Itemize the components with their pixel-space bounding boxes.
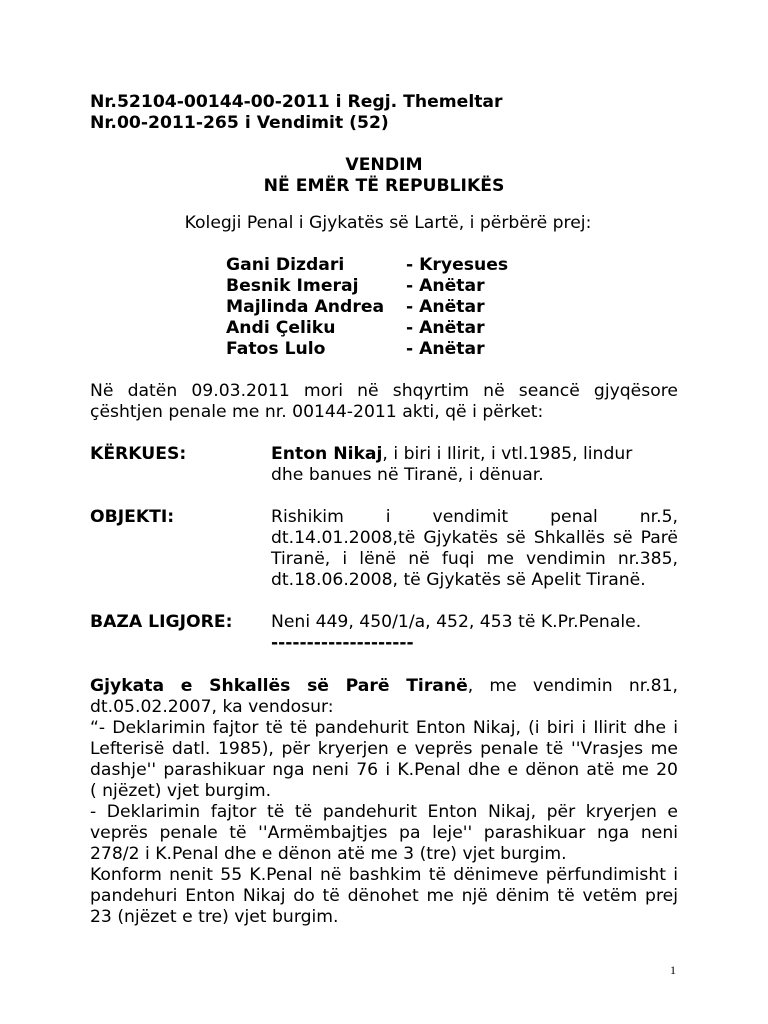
object-label: OBJEKTI:	[90, 507, 175, 527]
member-row	[226, 318, 646, 339]
reference-block	[90, 92, 678, 134]
ruling-line: “- Deklarimin fajtor të të pandehurit Enton Nikaj, (i biri i Ilirit dhe i	[90, 718, 678, 738]
member-name: Majlinda Andrea	[226, 297, 385, 317]
paragraph-line: dt.05.02.2007, ka vendosur:	[90, 697, 334, 717]
member-name: Besnik Imeraj	[226, 276, 359, 296]
page-number: 1	[670, 963, 676, 977]
ruling-line: ( njëzet) vjet burgim.	[90, 781, 272, 801]
object-line: Rishikim i vendimit penal nr.5,	[271, 507, 678, 527]
ruling-line: 278/2 i K.Penal dhe e dënon atë me 3 (tre) vjet burgim.	[90, 844, 567, 864]
title-republic: NË EMËR TË REPUBLIKËS	[263, 176, 505, 196]
object-line: dt.18.06.2008, të Gjykatës së Apelit Tiranë.	[271, 570, 646, 590]
panel-members	[226, 255, 646, 360]
object-details	[271, 507, 678, 591]
member-role: - Kryesues	[406, 255, 509, 275]
ruling-line: veprës penale të ''Armëmbajtjes pa leje'' parashikuar nga neni	[90, 823, 678, 843]
member-row	[226, 297, 646, 318]
ruling-line: Lefterisë datl. 1985), për kryerjen e veprës penale të ''Vrasjes me	[90, 739, 678, 759]
legal-basis-details	[271, 612, 678, 654]
member-row	[226, 255, 646, 276]
title-decision: VENDIM	[345, 155, 423, 175]
object-line: dt.14.01.2008,të Gjykatës së Shkallës së Parë	[271, 528, 678, 548]
requester-label: KËRKUES:	[90, 444, 187, 464]
requester-details	[271, 444, 678, 486]
paragraph-line: çështjen penale me nr. 00144-2011 akti, që i përket:	[90, 402, 544, 422]
first-instance-line-rest: , me vendimin nr.81,	[467, 676, 678, 696]
first-instance-court: Gjykata e Shkallës së Parë Tiranë	[90, 676, 468, 696]
member-row	[226, 339, 646, 360]
divider: --------------------	[271, 633, 414, 653]
member-role: - Anëtar	[406, 339, 485, 359]
session-paragraph	[90, 381, 678, 423]
member-role: - Anëtar	[406, 276, 485, 296]
conclusion-line: pandehuri Enton Nikaj do të dënohet me një dënim të vetëm prej	[90, 886, 678, 906]
member-role: - Anëtar	[406, 297, 485, 317]
requester-line	[271, 444, 678, 465]
first-instance-section	[90, 676, 678, 928]
requester-line-rest: , i biri i Ilirit, i vtl.1985, lindur	[382, 444, 633, 464]
paragraph-line: Në datën 09.03.2011 mori në shqyrtim në seancë gjyqësore	[90, 381, 678, 401]
member-name: Andi Çeliku	[226, 318, 336, 338]
legal-basis-label: BAZA LIGJORE:	[90, 612, 233, 632]
member-name: Gani Dizdari	[226, 255, 345, 275]
member-row	[226, 276, 646, 297]
member-role: - Anëtar	[406, 318, 485, 338]
ruling-line: - Deklarimin fajtor të të pandehurit Enton Nikaj, për kryerjen e	[90, 802, 678, 822]
reference-decision-number: Nr.00-2011-265 i Vendimit (52)	[90, 113, 389, 133]
object-line: Tiranë, i lënë në fuqi me vendimin nr.385,	[271, 549, 678, 569]
college-intro: Kolegji Penal i Gjykatës së Lartë, i përbërë prej:	[184, 213, 592, 233]
conclusion-line: Konform nenit 55 K.Penal në bashkim të dënimeve përfundimisht i	[90, 865, 678, 885]
requester-line: dhe banues në Tiranë, i dënuar.	[271, 465, 544, 485]
paragraph-line	[90, 676, 678, 697]
ruling-line: dashje'' parashikuar nga neni 76 i K.Penal dhe e dënon atë me 20	[90, 760, 678, 780]
requester-name: Enton Nikaj	[271, 444, 383, 464]
legal-basis-text: Neni 449, 450/1/a, 452, 453 të K.Pr.Penale.	[271, 612, 642, 632]
conclusion-line: 23 (njëzet e tre) vjet burgim.	[90, 907, 339, 927]
member-name: Fatos Lulo	[226, 339, 326, 359]
reference-registry-number: Nr.52104-00144-00-2011 i Regj. Themeltar	[90, 92, 503, 112]
document-title	[90, 155, 678, 197]
